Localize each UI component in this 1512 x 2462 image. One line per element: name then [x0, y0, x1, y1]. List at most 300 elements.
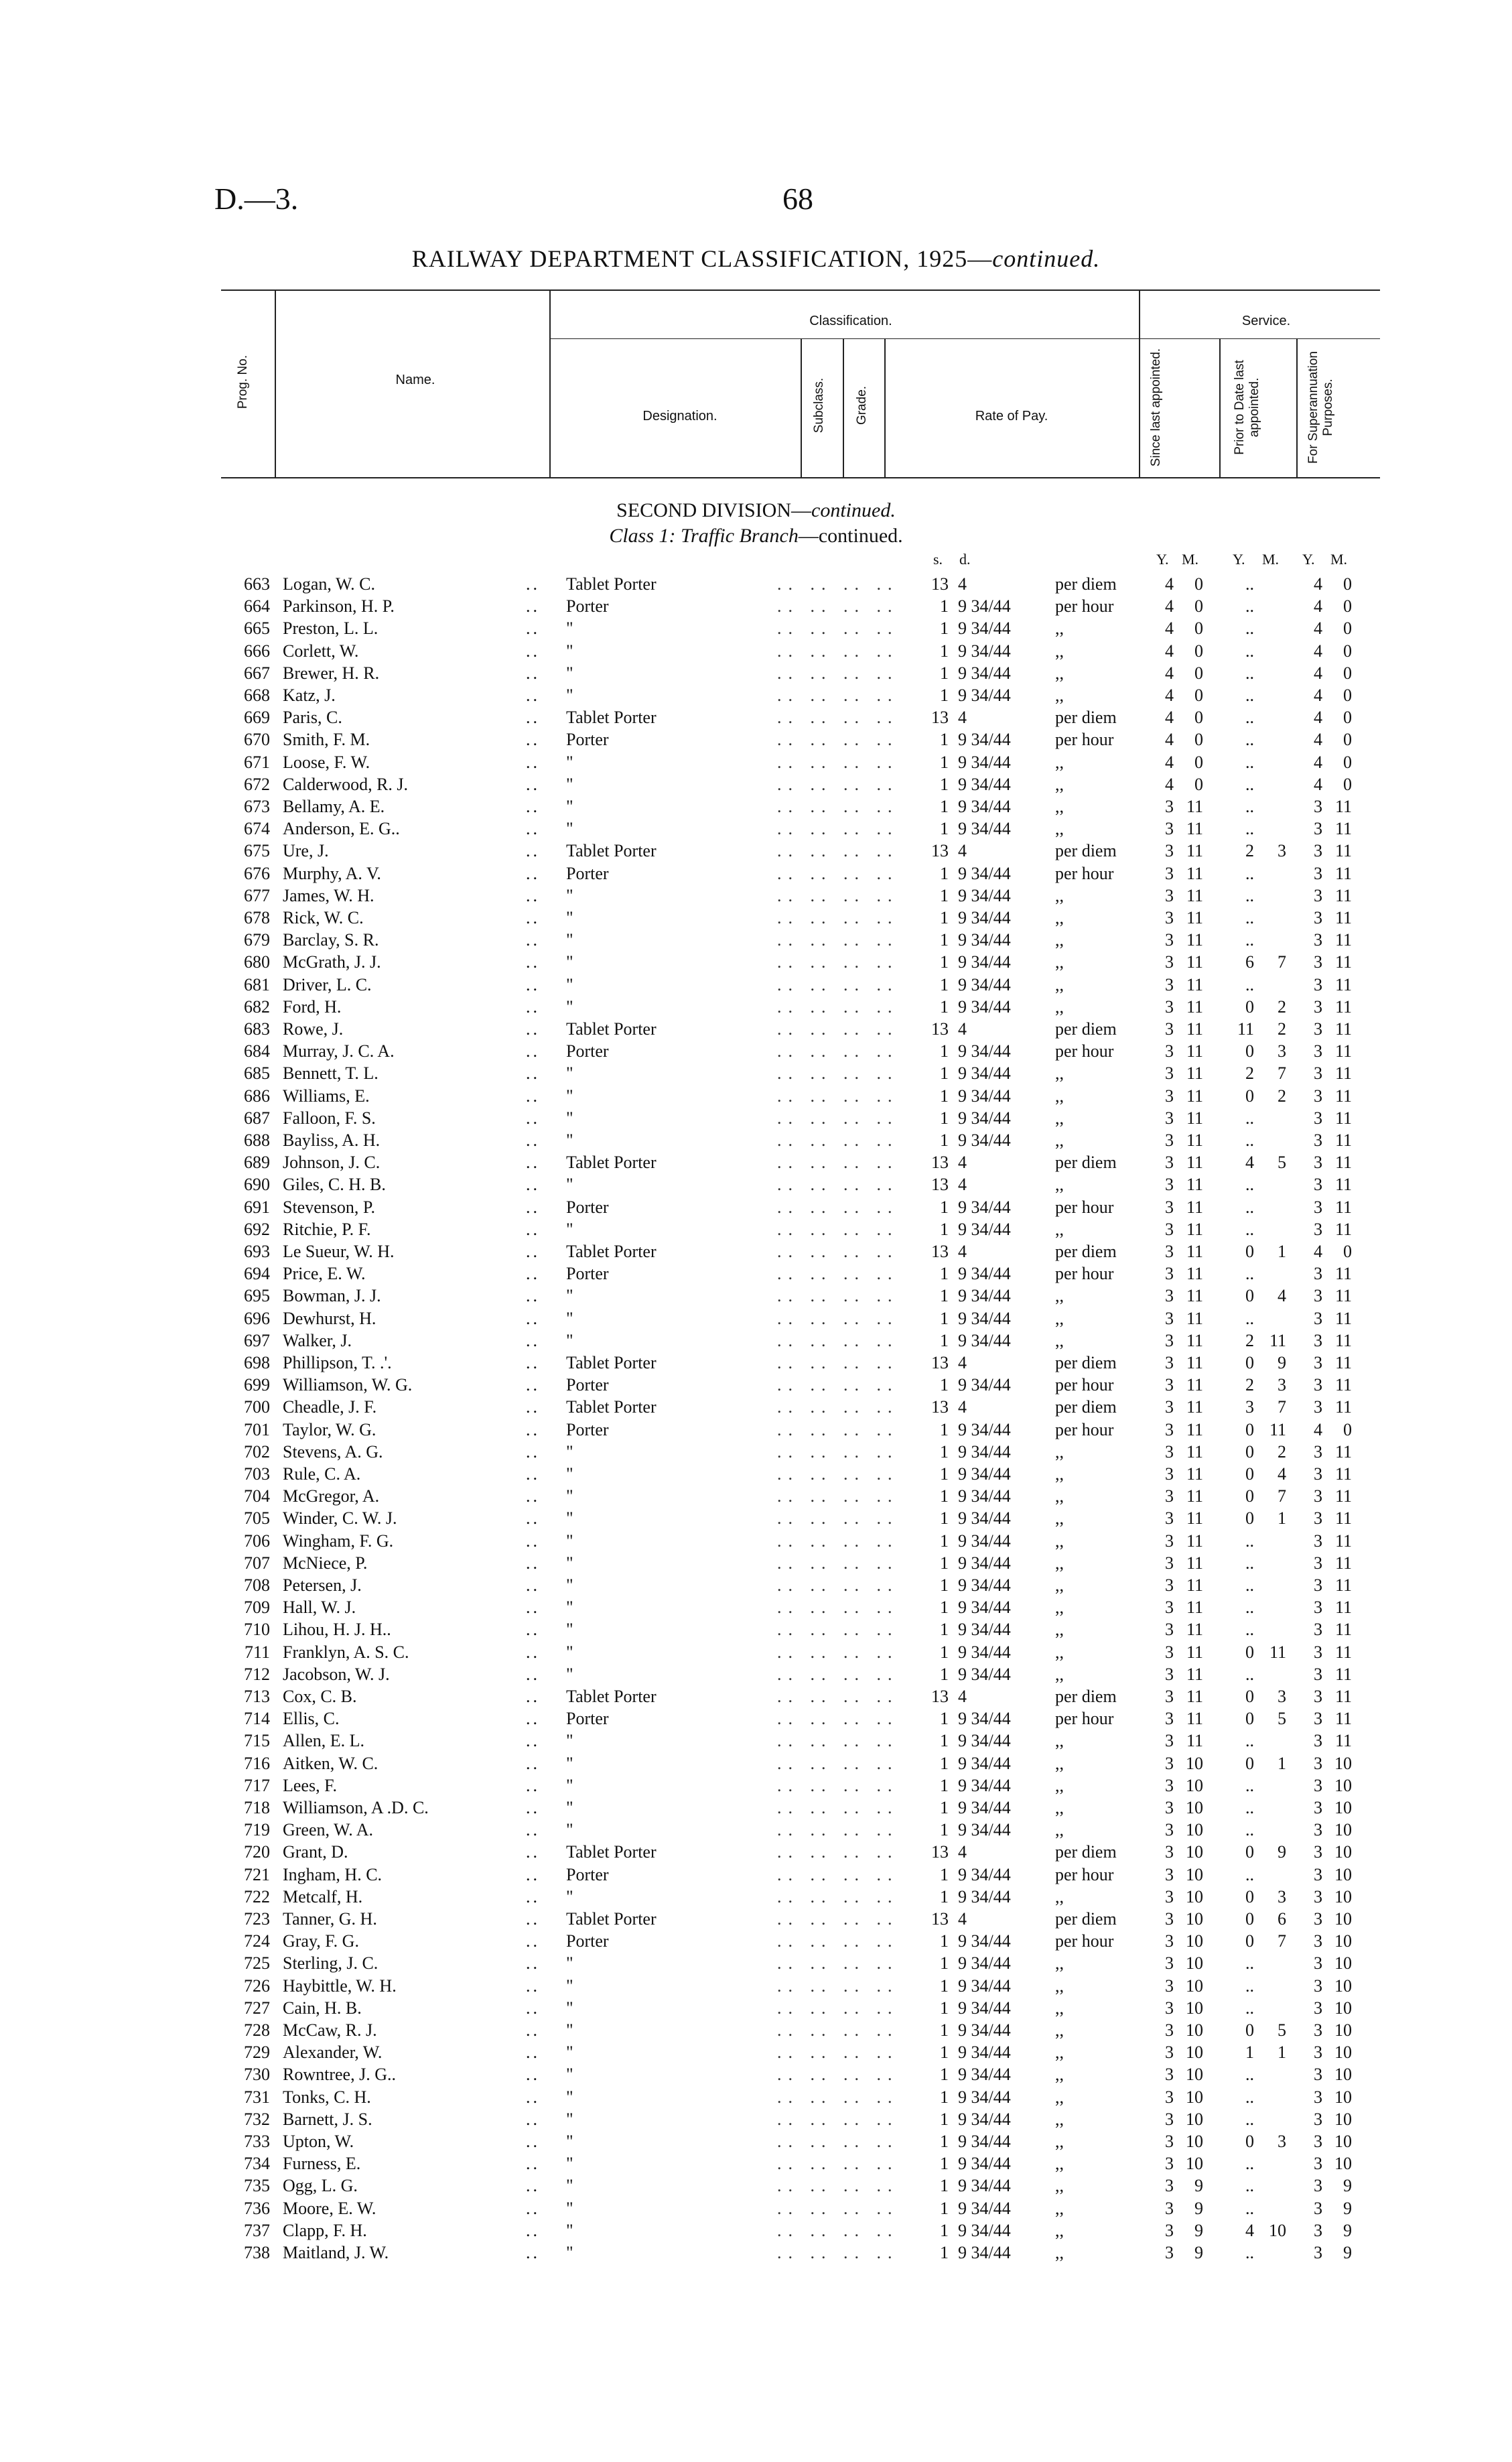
super-months: 11: [1334, 1464, 1352, 1484]
prog-number: 719: [244, 1820, 270, 1840]
since-months: 11: [1186, 1041, 1203, 1061]
leader-dots: ..: [526, 952, 540, 972]
rate-unit: ,,: [1055, 1731, 1064, 1751]
leader-dots-rate: .. .. .. ..: [777, 1575, 899, 1595]
designation: Porter: [566, 863, 609, 883]
prior-months: 9: [1278, 1353, 1286, 1372]
rate-unit: ,,: [1055, 1508, 1064, 1529]
super-years: 3: [1314, 1041, 1322, 1061]
leader-dots-rate: .. .. .. ..: [777, 863, 899, 883]
rate-unit: ,,: [1055, 2132, 1064, 2151]
leader-dots-rate: .. .. .. ..: [777, 2220, 899, 2240]
super-months: 10: [1334, 1909, 1352, 1929]
super-months: 11: [1334, 863, 1352, 883]
since-months: 11: [1186, 863, 1203, 883]
designation: ": [566, 1598, 573, 1618]
super-years: 3: [1314, 863, 1322, 883]
prog-number: 703: [244, 1464, 270, 1484]
designation: ": [566, 1553, 573, 1573]
prior-years: ..: [1245, 930, 1254, 950]
leader-dots: ..: [526, 574, 540, 594]
designation: ": [566, 2020, 573, 2040]
rate-pence: 9 34/44: [958, 1508, 1011, 1529]
leader-dots: ..: [526, 1531, 540, 1551]
table-row: [0, 1707, 1512, 1730]
divider-rate: [1139, 289, 1140, 477]
prog-number: 693: [244, 1242, 270, 1261]
super-months: 11: [1334, 974, 1352, 994]
leader-dots-rate: .. .. .. ..: [777, 2065, 899, 2085]
rate-unit: per diem: [1055, 1019, 1117, 1039]
since-months: 11: [1186, 885, 1203, 905]
rate-shillings: 1: [940, 1441, 949, 1462]
prog-number: 712: [244, 1664, 270, 1684]
super-months: 11: [1334, 908, 1352, 927]
rate-shillings: 1: [940, 1642, 949, 1662]
leader-dots-rate: .. .. .. ..: [777, 2043, 899, 2063]
employee-name: Gray, F. G.: [283, 1931, 359, 1951]
rate-shillings: 1: [940, 774, 949, 794]
rate-pence: 9 34/44: [958, 1108, 1011, 1128]
rate-unit: ,,: [1055, 2154, 1064, 2174]
rate-unit: ,,: [1055, 1886, 1064, 1906]
employee-name: Anderson, E. G..: [283, 819, 400, 839]
title-text: RAILWAY DEPARTMENT CLASSIFICATION, 1925—: [411, 245, 993, 272]
super-years: 3: [1314, 2087, 1322, 2107]
table-row: [0, 1285, 1512, 1307]
rate-pence: 9 34/44: [958, 1531, 1011, 1551]
since-months: 0: [1194, 574, 1203, 594]
leader-dots: ..: [526, 2198, 540, 2218]
rate-shillings: 1: [940, 1219, 949, 1239]
rate-shillings: 1: [940, 1886, 949, 1906]
rate-pence: 9 34/44: [958, 2020, 1011, 2040]
prior-months: 3: [1278, 1687, 1286, 1706]
designation: ": [566, 1620, 573, 1640]
since-years: 3: [1165, 1598, 1174, 1618]
prior-months: 11: [1269, 1330, 1286, 1350]
title-continued: continued.: [992, 245, 1101, 272]
since-years: 3: [1165, 952, 1174, 972]
leader-dots: ..: [526, 1886, 540, 1906]
rate-shillings: 1: [940, 1308, 949, 1328]
prog-number: 720: [244, 1842, 270, 1862]
rate-unit: per diem: [1055, 1397, 1117, 1417]
rate-pence: 9 34/44: [958, 1598, 1011, 1618]
rate-pence: 9 34/44: [958, 2198, 1011, 2218]
since-years: 3: [1165, 1486, 1174, 1506]
since-years: 3: [1165, 1731, 1174, 1751]
prior-months: 11: [1269, 1642, 1286, 1662]
employee-name: Ritchie, P. F.: [283, 1219, 371, 1239]
super-years: 3: [1314, 2020, 1322, 2040]
designation: ": [566, 1798, 573, 1817]
leader-dots: ..: [526, 2132, 540, 2151]
employee-name: Williamson, A .D. C.: [283, 1798, 429, 1817]
since-months: 11: [1186, 996, 1203, 1017]
super-years: 3: [1314, 2043, 1322, 2063]
rate-pence: 9 34/44: [958, 1419, 1011, 1439]
employee-name: Ingham, H. C.: [283, 1864, 383, 1884]
table-row: [0, 1040, 1512, 1062]
designation: Tablet Porter: [566, 1909, 657, 1929]
super-years: 3: [1314, 1998, 1322, 2018]
rate-pence: 9 34/44: [958, 2176, 1011, 2196]
rate-shillings: 1: [940, 1820, 949, 1840]
table-row: [0, 1218, 1512, 1240]
since-months: 11: [1186, 797, 1203, 816]
employee-name: Bowman, J. J.: [283, 1286, 381, 1306]
since-months: 0: [1194, 752, 1203, 772]
employee-name: Lees, F.: [283, 1775, 337, 1795]
leader-dots-rate: .. .. .. ..: [777, 1019, 899, 1039]
super-months: 10: [1334, 1775, 1352, 1795]
table-row: [0, 885, 1512, 907]
prior-years: ..: [1245, 1975, 1254, 1996]
designation: ": [566, 974, 573, 994]
designation: Tablet Porter: [566, 1019, 657, 1039]
designation: ": [566, 1063, 573, 1084]
rate-pence: 9 34/44: [958, 1664, 1011, 1684]
employee-name: Stevenson, P.: [283, 1197, 375, 1217]
since-years: 4: [1165, 596, 1174, 617]
since-years: 3: [1165, 1753, 1174, 1773]
since-months: 9: [1194, 2198, 1203, 2218]
rate-shillings: 1: [940, 2020, 949, 2040]
since-months: 10: [1186, 1864, 1203, 1884]
rate-shillings: 13: [931, 1175, 949, 1195]
leader-dots-rate: .. .. .. ..: [777, 1330, 899, 1350]
rate-unit: ,,: [1055, 1620, 1064, 1640]
super-months: 11: [1334, 885, 1352, 905]
table-row: [0, 751, 1512, 773]
prior-months: 5: [1278, 1709, 1286, 1729]
prior-months: 11: [1269, 1419, 1286, 1439]
since-months: 11: [1186, 930, 1203, 950]
prog-number: 664: [244, 596, 270, 617]
prior-years: ..: [1245, 2243, 1254, 2262]
leader-dots: ..: [526, 1775, 540, 1795]
super-years: 4: [1314, 641, 1322, 661]
leader-dots: ..: [526, 885, 540, 905]
table-row: [0, 1819, 1512, 1841]
leader-dots: ..: [526, 1419, 540, 1439]
employee-name: Lihou, H. J. H..: [283, 1620, 391, 1640]
prior-years: ..: [1245, 1620, 1254, 1640]
employee-name: Dewhurst, H.: [283, 1308, 376, 1328]
table-row: [0, 2041, 1512, 2063]
rate-shillings: 1: [940, 619, 949, 639]
rate-unit: ,,: [1055, 2176, 1064, 2196]
designation: ": [566, 1731, 573, 1751]
rate-shillings: 13: [931, 1842, 949, 1862]
prog-number: 671: [244, 752, 270, 772]
since-months: 11: [1186, 1175, 1203, 1195]
divider-since: [1219, 338, 1221, 477]
employee-name: Maitland, J. W.: [283, 2243, 389, 2262]
leader-dots-rate: .. .. .. ..: [777, 996, 899, 1017]
rate-unit: ,,: [1055, 1553, 1064, 1573]
employee-name: Tonks, C. H.: [283, 2087, 371, 2107]
prior-months: 4: [1278, 1286, 1286, 1306]
prior-months: 3: [1278, 1375, 1286, 1395]
designation: ": [566, 996, 573, 1017]
since-months: 9: [1194, 2176, 1203, 2196]
table-row: [0, 1997, 1512, 2019]
leader-dots-rate: .. .. .. ..: [777, 596, 899, 617]
leader-dots: ..: [526, 863, 540, 883]
since-years: 3: [1165, 1886, 1174, 1906]
employee-name: Ure, J.: [283, 841, 329, 861]
rate-unit: ,,: [1055, 774, 1064, 794]
super-months: 10: [1334, 1842, 1352, 1862]
since-months: 0: [1194, 708, 1203, 728]
prog-number: 727: [244, 1998, 270, 2018]
employee-name: Logan, W. C.: [283, 574, 375, 594]
table-row: [0, 1797, 1512, 1819]
super-years: 3: [1314, 1397, 1322, 1417]
division-continued: continued.: [811, 499, 896, 521]
rate-shillings: 13: [931, 574, 949, 594]
employee-name: James, W. H.: [283, 885, 374, 905]
leader-dots-rate: .. .. .. ..: [777, 2198, 899, 2218]
designation: Porter: [566, 1419, 609, 1439]
super-months: 10: [1334, 1998, 1352, 2018]
rate-pence: 9 34/44: [958, 1820, 1011, 1840]
prior-months: 2: [1278, 1441, 1286, 1462]
rate-unit: per hour: [1055, 1041, 1114, 1061]
table-row: [0, 929, 1512, 951]
rate-unit: per diem: [1055, 1353, 1117, 1372]
since-years: 3: [1165, 908, 1174, 927]
designation: Porter: [566, 1264, 609, 1284]
prog-number: 710: [244, 1620, 270, 1640]
prog-number: 680: [244, 952, 270, 972]
rate-pence: 4: [958, 1153, 967, 1173]
rate-pence: 9 34/44: [958, 1486, 1011, 1506]
since-months: 9: [1194, 2243, 1203, 2262]
table-row: [0, 1952, 1512, 1974]
leader-dots: ..: [526, 1086, 540, 1106]
super-years: 4: [1314, 663, 1322, 683]
leader-dots: ..: [526, 1975, 540, 1996]
prior-years: ..: [1245, 1998, 1254, 2018]
rate-unit: per diem: [1055, 1909, 1117, 1929]
rate-pence: 9 34/44: [958, 596, 1011, 617]
super-years: 3: [1314, 2065, 1322, 2085]
prior-years: ..: [1245, 574, 1254, 594]
rate-unit: ,,: [1055, 619, 1064, 639]
super-years: 3: [1314, 2243, 1322, 2262]
leader-dots-rate: .. .. .. ..: [777, 2243, 899, 2262]
rate-unit: ,,: [1055, 1975, 1064, 1996]
since-months: 11: [1186, 1308, 1203, 1328]
rate-unit: ,,: [1055, 1575, 1064, 1595]
prior-years: ..: [1245, 1775, 1254, 1795]
rate-shillings: 1: [940, 1798, 949, 1817]
table-row: [0, 1685, 1512, 1707]
super-months: 11: [1334, 1731, 1352, 1751]
prog-number: 697: [244, 1330, 270, 1350]
rate-unit: ,,: [1055, 797, 1064, 816]
leader-dots: ..: [526, 774, 540, 794]
super-months: 10: [1334, 2109, 1352, 2129]
leader-dots-rate: .. .. .. ..: [777, 930, 899, 950]
prog-number: 725: [244, 1953, 270, 1973]
leader-dots-rate: .. .. .. ..: [777, 1886, 899, 1906]
employee-name: Wingham, F. G.: [283, 1531, 394, 1551]
leader-dots: ..: [526, 752, 540, 772]
rate-pence: 9 34/44: [958, 1642, 1011, 1662]
table-row: [0, 1240, 1512, 1262]
super-months: 9: [1343, 2220, 1352, 2240]
designation: ": [566, 1820, 573, 1840]
table-row: [0, 1618, 1512, 1640]
rate-shillings: 1: [940, 1531, 949, 1551]
rate-pence: 9 34/44: [958, 908, 1011, 927]
service-rule: [1139, 338, 1380, 339]
rate-unit: per hour: [1055, 730, 1114, 750]
rate-shillings: 1: [940, 2220, 949, 2240]
since-months: 11: [1186, 1664, 1203, 1684]
since-years: 3: [1165, 1330, 1174, 1350]
table-row: [0, 996, 1512, 1018]
super-months: 9: [1343, 2198, 1352, 2218]
since-months: 10: [1186, 1975, 1203, 1996]
rate-pence: 9 34/44: [958, 2243, 1011, 2262]
employee-name: McGregor, A.: [283, 1486, 380, 1506]
table-row: [0, 1864, 1512, 1886]
employee-name: Murphy, A. V.: [283, 863, 381, 883]
rate-unit: per diem: [1055, 574, 1117, 594]
since-months: 11: [1186, 1642, 1203, 1662]
since-years: 3: [1165, 819, 1174, 839]
leader-dots-rate: .. .. .. ..: [777, 1709, 899, 1729]
prog-number: 698: [244, 1353, 270, 1372]
header-since-last-appointed: Since last appointed.: [1149, 348, 1163, 467]
designation: ": [566, 1108, 573, 1128]
rate-shillings: 1: [940, 908, 949, 927]
rate-shillings: 1: [940, 952, 949, 972]
super-years: 3: [1314, 1063, 1322, 1084]
since-months: 11: [1186, 841, 1203, 861]
super-months: 11: [1334, 1175, 1352, 1195]
leader-dots: ..: [526, 1019, 540, 1039]
table-row: [0, 2086, 1512, 2108]
unit-years-super: Y.: [1302, 551, 1315, 568]
since-months: 11: [1186, 1086, 1203, 1106]
rate-unit: ,,: [1055, 908, 1064, 927]
rate-pence: 9 34/44: [958, 1330, 1011, 1350]
designation: Tablet Porter: [566, 1397, 657, 1417]
rate-unit: ,,: [1055, 1108, 1064, 1128]
rate-shillings: 1: [940, 2154, 949, 2174]
leader-dots: ..: [526, 908, 540, 927]
since-months: 11: [1186, 1063, 1203, 1084]
rate-shillings: 1: [940, 2043, 949, 2063]
super-years: 3: [1314, 952, 1322, 972]
table-row: [0, 2063, 1512, 2085]
prior-years: 2: [1245, 1375, 1254, 1395]
prior-years: ..: [1245, 885, 1254, 905]
prior-years: ..: [1245, 1308, 1254, 1328]
rate-pence: 9 34/44: [958, 1286, 1011, 1306]
since-years: 3: [1165, 1219, 1174, 1239]
since-years: 3: [1165, 1375, 1174, 1395]
since-months: 11: [1186, 1575, 1203, 1595]
table-row: [0, 951, 1512, 973]
table-row: [0, 595, 1512, 617]
super-years: 3: [1314, 1664, 1322, 1684]
employee-name: Furness, E.: [283, 2154, 361, 2174]
rate-pence: 9 34/44: [958, 663, 1011, 683]
leader-dots: ..: [526, 2087, 540, 2107]
since-months: 11: [1186, 1731, 1203, 1751]
designation: ": [566, 2065, 573, 2085]
super-years: 3: [1314, 1953, 1322, 1973]
prior-months: 5: [1278, 2020, 1286, 2040]
table-row: [0, 773, 1512, 795]
prog-number: 681: [244, 974, 270, 994]
since-months: 10: [1186, 1753, 1203, 1773]
since-months: 11: [1186, 1197, 1203, 1217]
since-months: 0: [1194, 686, 1203, 705]
leader-dots: ..: [526, 1598, 540, 1618]
super-months: 11: [1334, 1330, 1352, 1350]
super-years: 3: [1314, 1886, 1322, 1906]
leader-dots: ..: [526, 1731, 540, 1751]
leader-dots-rate: .. .. .. ..: [777, 1775, 899, 1795]
rate-unit: per diem: [1055, 1687, 1117, 1706]
employee-name: Paris, C.: [283, 708, 342, 728]
super-years: 4: [1314, 596, 1322, 617]
since-years: 3: [1165, 1620, 1174, 1640]
leader-dots: ..: [526, 1219, 540, 1239]
prior-months: 1: [1278, 1242, 1286, 1261]
super-months: 0: [1343, 1242, 1352, 1261]
prior-years: 0: [1245, 1931, 1254, 1951]
since-months: 11: [1186, 1598, 1203, 1618]
super-years: 3: [1314, 1642, 1322, 1662]
leader-dots-rate: .. .. .. ..: [777, 1397, 899, 1417]
designation: ": [566, 1486, 573, 1506]
rate-unit: ,,: [1055, 1753, 1064, 1773]
since-months: 11: [1186, 1553, 1203, 1573]
since-months: 10: [1186, 1820, 1203, 1840]
rate-unit: ,,: [1055, 1063, 1064, 1084]
since-months: 11: [1186, 952, 1203, 972]
table-row: [0, 2175, 1512, 2197]
since-months: 0: [1194, 663, 1203, 683]
table-row: [0, 818, 1512, 840]
table-row: [0, 1596, 1512, 1618]
designation: ": [566, 2109, 573, 2129]
rate-pence: 9 34/44: [958, 1753, 1011, 1773]
designation: ": [566, 1753, 573, 1773]
employee-name: Williamson, W. G.: [283, 1375, 413, 1395]
designation: Porter: [566, 1864, 609, 1884]
rate-pence: 9 34/44: [958, 2109, 1011, 2129]
rate-shillings: 1: [940, 1775, 949, 1795]
since-years: 3: [1165, 1441, 1174, 1462]
leader-dots-rate: .. .. .. ..: [777, 1353, 899, 1372]
since-months: 10: [1186, 2109, 1203, 2129]
prior-years: 4: [1245, 2220, 1254, 2240]
designation: ": [566, 1219, 573, 1239]
super-months: 10: [1334, 1820, 1352, 1840]
rate-shillings: 1: [940, 730, 949, 750]
rate-pence: 9 34/44: [958, 1441, 1011, 1462]
